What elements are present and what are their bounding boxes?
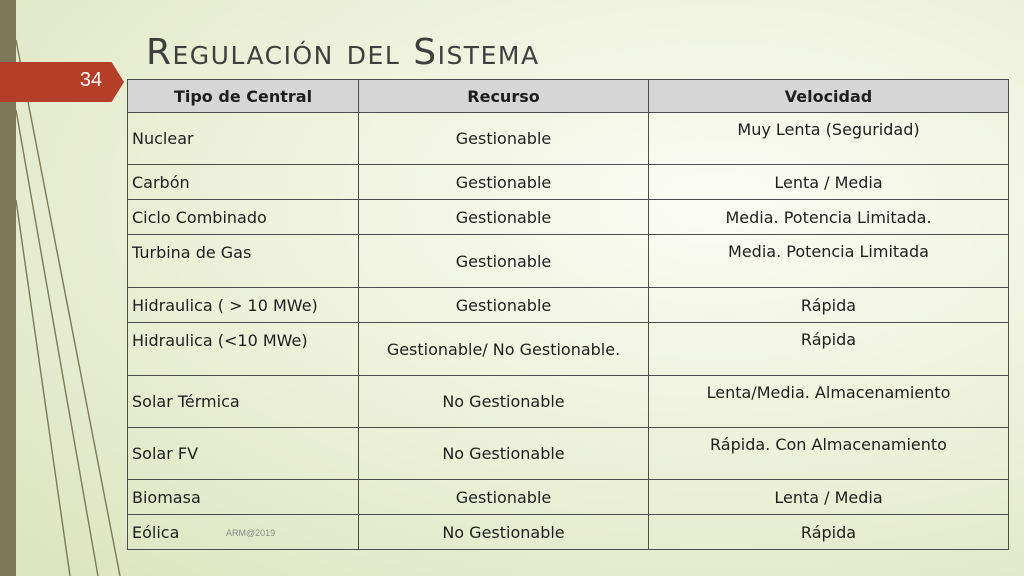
cell-recurso: Gestionable [359, 113, 649, 165]
cell-recurso: Gestionable [359, 480, 649, 515]
cell-velocidad: Muy Lenta (Seguridad) [649, 113, 1009, 165]
cell-velocidad: Rápida [649, 288, 1009, 323]
cell-tipo: Solar Térmica [128, 376, 359, 428]
cell-recurso: No Gestionable [359, 515, 649, 550]
cell-velocidad: Rápida. Con Almacenamiento [649, 428, 1009, 480]
slide-title: Regulación del Sistema [146, 32, 540, 73]
cell-recurso: Gestionable [359, 200, 649, 235]
cell-recurso: Gestionable [359, 288, 649, 323]
power-plants-table [127, 79, 1009, 550]
cell-tipo: Ciclo Combinado [128, 200, 359, 235]
cell-tipo: Solar FV [128, 428, 359, 480]
header-tipo-de-central: Tipo de Central [128, 80, 359, 113]
cell-velocidad: Media. Potencia Limitada. [649, 200, 1009, 235]
table-header-row [128, 80, 1009, 113]
cell-velocidad: Lenta/Media. Almacenamiento [649, 376, 1009, 428]
table-row [128, 376, 1009, 428]
cell-recurso: No Gestionable [359, 376, 649, 428]
cell-velocidad: Rápida [649, 323, 1009, 376]
cell-tipo: Eólica [128, 515, 359, 550]
cell-tipo: Carbón [128, 165, 359, 200]
cell-tipo: Hidraulica ( > 10 MWe) [128, 288, 359, 323]
cell-tipo: Biomasa [128, 480, 359, 515]
table-row [128, 288, 1009, 323]
table-row [128, 235, 1009, 288]
cell-recurso: Gestionable [359, 235, 649, 288]
cell-recurso: No Gestionable [359, 428, 649, 480]
cell-velocidad: Lenta / Media [649, 480, 1009, 515]
cell-velocidad: Lenta / Media [649, 165, 1009, 200]
footer-credit: ARM@2019 [226, 528, 276, 538]
cell-recurso: Gestionable/ No Gestionable. [359, 323, 649, 376]
header-velocidad: Velocidad [649, 80, 1009, 113]
table-row [128, 428, 1009, 480]
header-recurso: Recurso [359, 80, 649, 113]
cell-recurso: Gestionable [359, 165, 649, 200]
table-row [128, 200, 1009, 235]
page-number: 34 [79, 69, 103, 91]
table-row [128, 323, 1009, 376]
table-row [128, 480, 1009, 515]
table-row [128, 113, 1009, 165]
cell-tipo: Nuclear [128, 113, 359, 165]
table-row [128, 165, 1009, 200]
cell-tipo: Turbina de Gas [128, 235, 359, 288]
cell-velocidad: Media. Potencia Limitada [649, 235, 1009, 288]
cell-tipo: Hidraulica (<10 MWe) [128, 323, 359, 376]
cell-velocidad: Rápida [649, 515, 1009, 550]
